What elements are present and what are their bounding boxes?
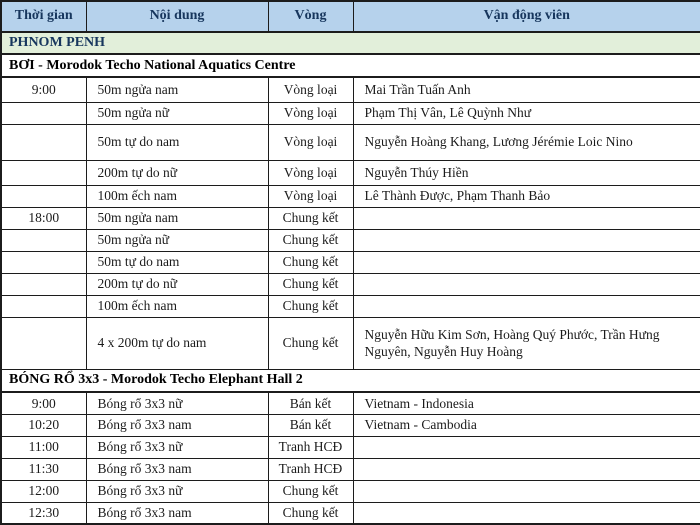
athletes-cell: Nguyễn Thúy Hiền [353,160,700,185]
table-row [1,436,700,458]
time-cell: 12:30 [1,502,86,524]
time-cell [1,295,86,317]
venue-label: BƠI - Morodok Techo National Aquatics Centre [1,54,700,77]
venue-label: BÓNG RỔ 3x3 - Morodok Techo Elephant Hall 2 [1,369,700,392]
athletes-cell: Vietnam - Cambodia [353,414,700,436]
event-cell: 50m ngửa nam [86,77,268,102]
event-cell: 4 x 200m tự do nam [86,317,268,369]
event-cell: 50m tự do nam [86,251,268,273]
table-row [1,480,700,502]
round-cell: Chung kết [268,251,353,273]
event-cell: 50m ngửa nữ [86,102,268,124]
col-header-round: Vòng [268,1,353,32]
col-header-athletes: Vận động viên [353,1,700,32]
table-row [1,317,700,369]
table-row [1,251,700,273]
athletes-cell: Phạm Thị Vân, Lê Quỳnh Như [353,102,700,124]
time-cell [1,273,86,295]
table-row [1,414,700,436]
time-cell [1,229,86,251]
round-cell: Chung kết [268,480,353,502]
time-cell [1,124,86,160]
event-cell: Bóng rổ 3x3 nữ [86,480,268,502]
section-row-venue-swimming [1,54,700,77]
time-cell [1,317,86,369]
col-header-content: Nội dung [86,1,268,32]
round-cell: Bán kết [268,392,353,414]
time-cell [1,160,86,185]
table-row [1,295,700,317]
table-row [1,207,700,229]
event-cell: Bóng rổ 3x3 nam [86,458,268,480]
time-cell: 12:00 [1,480,86,502]
round-cell: Bán kết [268,414,353,436]
athletes-cell [353,251,700,273]
event-cell: 100m ếch nam [86,295,268,317]
round-cell: Vòng loại [268,124,353,160]
athletes-cell: Nguyễn Hữu Kim Sơn, Hoàng Quý Phước, Trần Hưng Nguyên, Nguyễn Huy Hoàng [353,317,700,369]
athletes-cell [353,436,700,458]
time-cell [1,251,86,273]
round-cell: Tranh HCĐ [268,458,353,480]
athletes-cell [353,295,700,317]
round-cell: Tranh HCĐ [268,436,353,458]
event-cell: Bóng rổ 3x3 nữ [86,392,268,414]
event-cell: 50m ngửa nam [86,207,268,229]
table-row [1,273,700,295]
event-cell: 50m tự do nam [86,124,268,160]
table-row [1,185,700,207]
athletes-cell [353,458,700,480]
athletes-cell: Lê Thành Được, Phạm Thanh Bảo [353,185,700,207]
round-cell: Chung kết [268,273,353,295]
time-cell: 9:00 [1,77,86,102]
athletes-cell [353,480,700,502]
round-cell: Chung kết [268,295,353,317]
event-cell: 100m ếch nam [86,185,268,207]
time-cell: 10:20 [1,414,86,436]
header-row [1,1,700,32]
event-cell: Bóng rổ 3x3 nam [86,502,268,524]
round-cell: Vòng loại [268,160,353,185]
table-row [1,124,700,160]
table-row [1,160,700,185]
event-cell: 50m ngửa nữ [86,229,268,251]
table-row [1,77,700,102]
round-cell: Chung kết [268,502,353,524]
time-cell: 11:00 [1,436,86,458]
athletes-cell [353,229,700,251]
event-cell: Bóng rổ 3x3 nữ [86,436,268,458]
round-cell: Chung kết [268,317,353,369]
event-cell: Bóng rổ 3x3 nam [86,414,268,436]
table-row [1,229,700,251]
athletes-cell: Vietnam - Indonesia [353,392,700,414]
time-cell: 9:00 [1,392,86,414]
round-cell: Vòng loại [268,77,353,102]
table-row [1,458,700,480]
col-header-time: Thời gian [1,1,86,32]
time-cell: 11:30 [1,458,86,480]
section-row-city [1,32,700,54]
time-cell [1,102,86,124]
table-row [1,392,700,414]
table-row [1,102,700,124]
time-cell [1,185,86,207]
time-cell: 18:00 [1,207,86,229]
table-row [1,502,700,524]
athletes-cell: Nguyễn Hoàng Khang, Lương Jérémie Loic Nino [353,124,700,160]
athletes-cell [353,207,700,229]
athletes-cell: Mai Trần Tuấn Anh [353,77,700,102]
athletes-cell [353,273,700,295]
event-cell: 200m tự do nữ [86,273,268,295]
round-cell: Vòng loại [268,185,353,207]
round-cell: Chung kết [268,207,353,229]
round-cell: Vòng loại [268,102,353,124]
event-cell: 200m tự do nữ [86,160,268,185]
city-label: PHNOM PENH [1,32,700,54]
section-row-venue-basketball [1,369,700,392]
round-cell: Chung kết [268,229,353,251]
athletes-cell [353,502,700,524]
